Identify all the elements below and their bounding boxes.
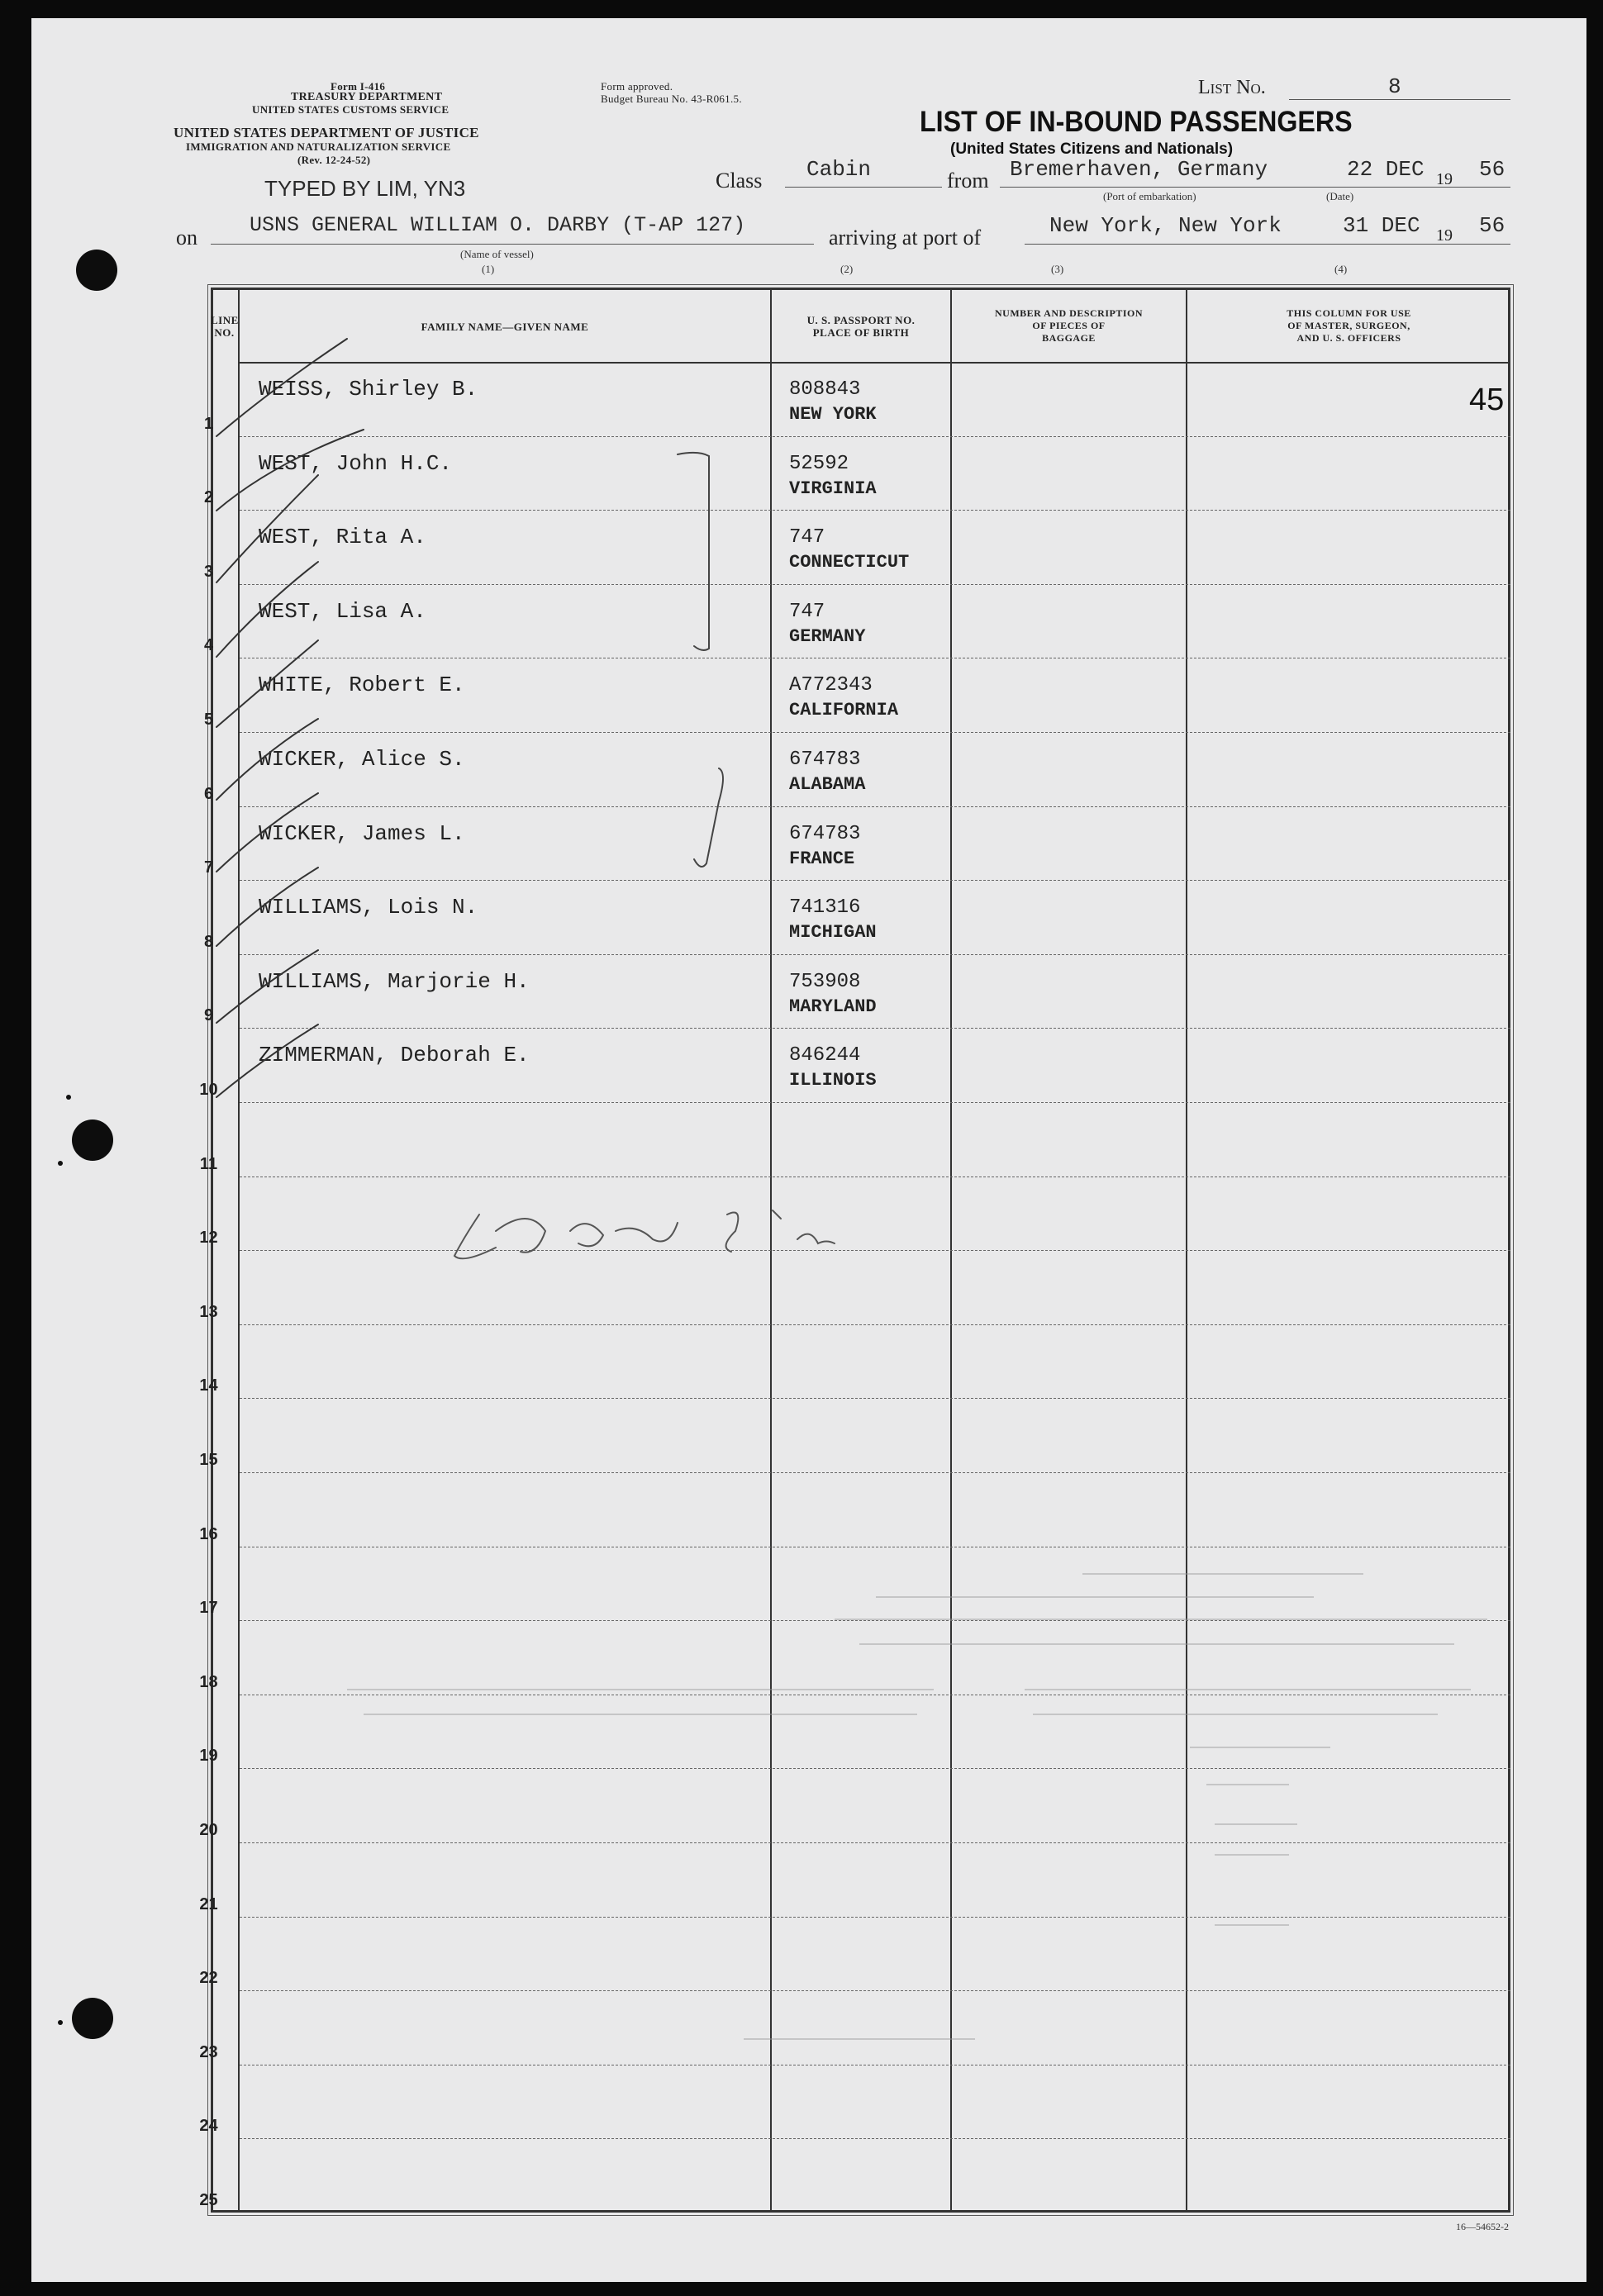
col-caption-3: (3)	[1051, 263, 1064, 275]
on-label: on	[176, 226, 197, 250]
line-number: 19	[199, 1747, 218, 1766]
form-approved: Form approved.	[601, 80, 673, 93]
line-number: 18	[199, 1672, 218, 1691]
passenger-name: WILLIAMS, Marjorie H.	[259, 968, 530, 994]
passport-number: 747	[789, 600, 825, 623]
col-caption-4: (4)	[1334, 263, 1348, 275]
justice-dept: UNITED STATES DEPARTMENT OF JUSTICE	[174, 125, 479, 140]
col-caption-2: (2)	[840, 263, 854, 275]
treasury-dept: TREASURY DEPARTMENT	[291, 91, 443, 103]
passenger-name: WEST, Lisa A.	[259, 598, 426, 624]
line-number: 3	[203, 562, 214, 581]
col-header-baggage: NUMBER AND DESCRIPTION OF PIECES OF BAGGAGE	[994, 307, 1144, 344]
bracket-marks	[678, 453, 723, 867]
footer-code: 16—54652-2	[1456, 2221, 1509, 2232]
embark-caption: (Port of embarkation)	[1103, 190, 1196, 202]
list-no-value: 8	[1388, 74, 1401, 99]
passenger-name: WICKER, James L.	[259, 820, 465, 846]
passport-number: 753908	[789, 970, 861, 993]
line-number: 14	[199, 1376, 218, 1395]
passenger-name: ZIMMERMAN, Deborah E.	[259, 1043, 530, 1068]
birthplace: FRANCE	[789, 848, 855, 869]
line-number: 24	[199, 2117, 218, 2136]
date-19-a: 19	[1436, 170, 1453, 188]
vessel-caption: (Name of vessel)	[460, 248, 534, 260]
date-19-b: 19	[1436, 226, 1453, 245]
passport-number: 741316	[789, 896, 861, 920]
class-value: Cabin	[806, 157, 872, 182]
officer-count-mark: 45	[1469, 383, 1505, 417]
depart-date: 22 DEC	[1347, 157, 1425, 182]
line-number: 11	[199, 1154, 218, 1173]
passenger-name: WEST, John H.C.	[259, 450, 453, 476]
line-number: 4	[203, 636, 214, 655]
typed-by: TYPED BY LIM, YN3	[264, 176, 466, 201]
col-header-line-no: LINE NO.	[211, 314, 239, 339]
line-number: 15	[199, 1451, 218, 1469]
birthplace: ALABAMA	[789, 774, 866, 795]
line-number: 9	[203, 1006, 214, 1025]
passenger-name: WHITE, Robert E.	[259, 673, 465, 698]
embark-port: Bremerhaven, Germany	[1010, 157, 1268, 182]
depart-year: 56	[1479, 157, 1505, 182]
line-number: 13	[199, 1302, 218, 1321]
line-number: 2	[203, 488, 214, 507]
line-number: 20	[199, 1821, 218, 1839]
passenger-name: WEST, Rita A.	[259, 525, 426, 550]
col-header-name: FAMILY NAME—GIVEN NAME	[421, 321, 589, 333]
line-number: 22	[199, 1969, 218, 1988]
handwritten-signature	[454, 1210, 835, 1258]
form-number: Form I-416	[331, 80, 386, 93]
line-number: 7	[203, 858, 214, 877]
col-caption-1: (1)	[482, 263, 495, 275]
line-number: 16	[199, 1524, 218, 1543]
passenger-name: WICKER, Alice S.	[259, 747, 465, 772]
arrival-port: New York, New York	[1049, 213, 1282, 238]
birthplace: GERMANY	[789, 625, 866, 647]
from-label: from	[947, 169, 989, 193]
birthplace: MARYLAND	[789, 996, 877, 1017]
check-marks	[216, 339, 364, 1097]
passport-number: 747	[789, 526, 825, 549]
passport-number: 52592	[789, 452, 849, 475]
passenger-name: WILLIAMS, Lois N.	[259, 895, 478, 920]
class-label: Class	[716, 169, 763, 193]
budget-bureau: Budget Bureau No. 43-R061.5.	[601, 93, 742, 105]
birthplace: CALIFORNIA	[789, 700, 899, 721]
col-header-officers: THIS COLUMN FOR USE OF MASTER, SURGEON, AND U. S. OFFICERS	[1287, 307, 1411, 344]
ins-name: IMMIGRATION AND NATURALIZATION SERVICE	[186, 140, 451, 153]
birthplace: ILLINOIS	[789, 1070, 877, 1091]
arriving-label: arriving at port of	[829, 226, 982, 250]
line-number: 17	[199, 1599, 218, 1618]
line-number: 12	[199, 1229, 218, 1248]
line-number: 10	[199, 1081, 218, 1099]
arrival-date: 31 DEC	[1343, 213, 1420, 238]
vessel-name: USNS GENERAL WILLIAM O. DARBY (T-AP 127)	[250, 213, 746, 237]
passport-number: 674783	[789, 749, 861, 771]
line-number: 1	[203, 414, 214, 433]
line-number: 8	[203, 932, 214, 951]
line-number: 21	[199, 1894, 218, 1913]
passenger-name: WEISS, Shirley B.	[259, 377, 478, 402]
birthplace: VIRGINIA	[789, 478, 877, 499]
birthplace: NEW YORK	[789, 404, 877, 425]
bleed-through-text	[347, 1574, 1487, 2039]
birthplace: MICHIGAN	[789, 922, 877, 944]
form-title: LIST OF IN-BOUND PASSENGERS	[920, 106, 1353, 138]
arrival-year: 56	[1479, 213, 1505, 238]
birthplace: CONNECTICUT	[789, 552, 910, 573]
line-number: 23	[199, 2042, 218, 2061]
passport-number: A772343	[789, 674, 873, 697]
line-number: 25	[199, 2191, 218, 2209]
date-caption: (Date)	[1326, 190, 1354, 202]
passport-number: 808843	[789, 378, 861, 401]
customs-service: UNITED STATES CUSTOMS SERVICE	[252, 103, 450, 116]
rev-date: (Rev. 12-24-52)	[297, 154, 371, 166]
passport-number: 846244	[789, 1044, 861, 1067]
line-number: 5	[203, 711, 214, 729]
list-no-label: List No.	[1198, 77, 1266, 98]
line-number: 6	[203, 784, 214, 803]
form-subtitle: (United States Citizens and Nationals)	[950, 140, 1234, 158]
passport-number: 674783	[789, 822, 861, 845]
col-header-passport: U. S. PASSPORT NO. PLACE OF BIRTH	[806, 314, 916, 339]
